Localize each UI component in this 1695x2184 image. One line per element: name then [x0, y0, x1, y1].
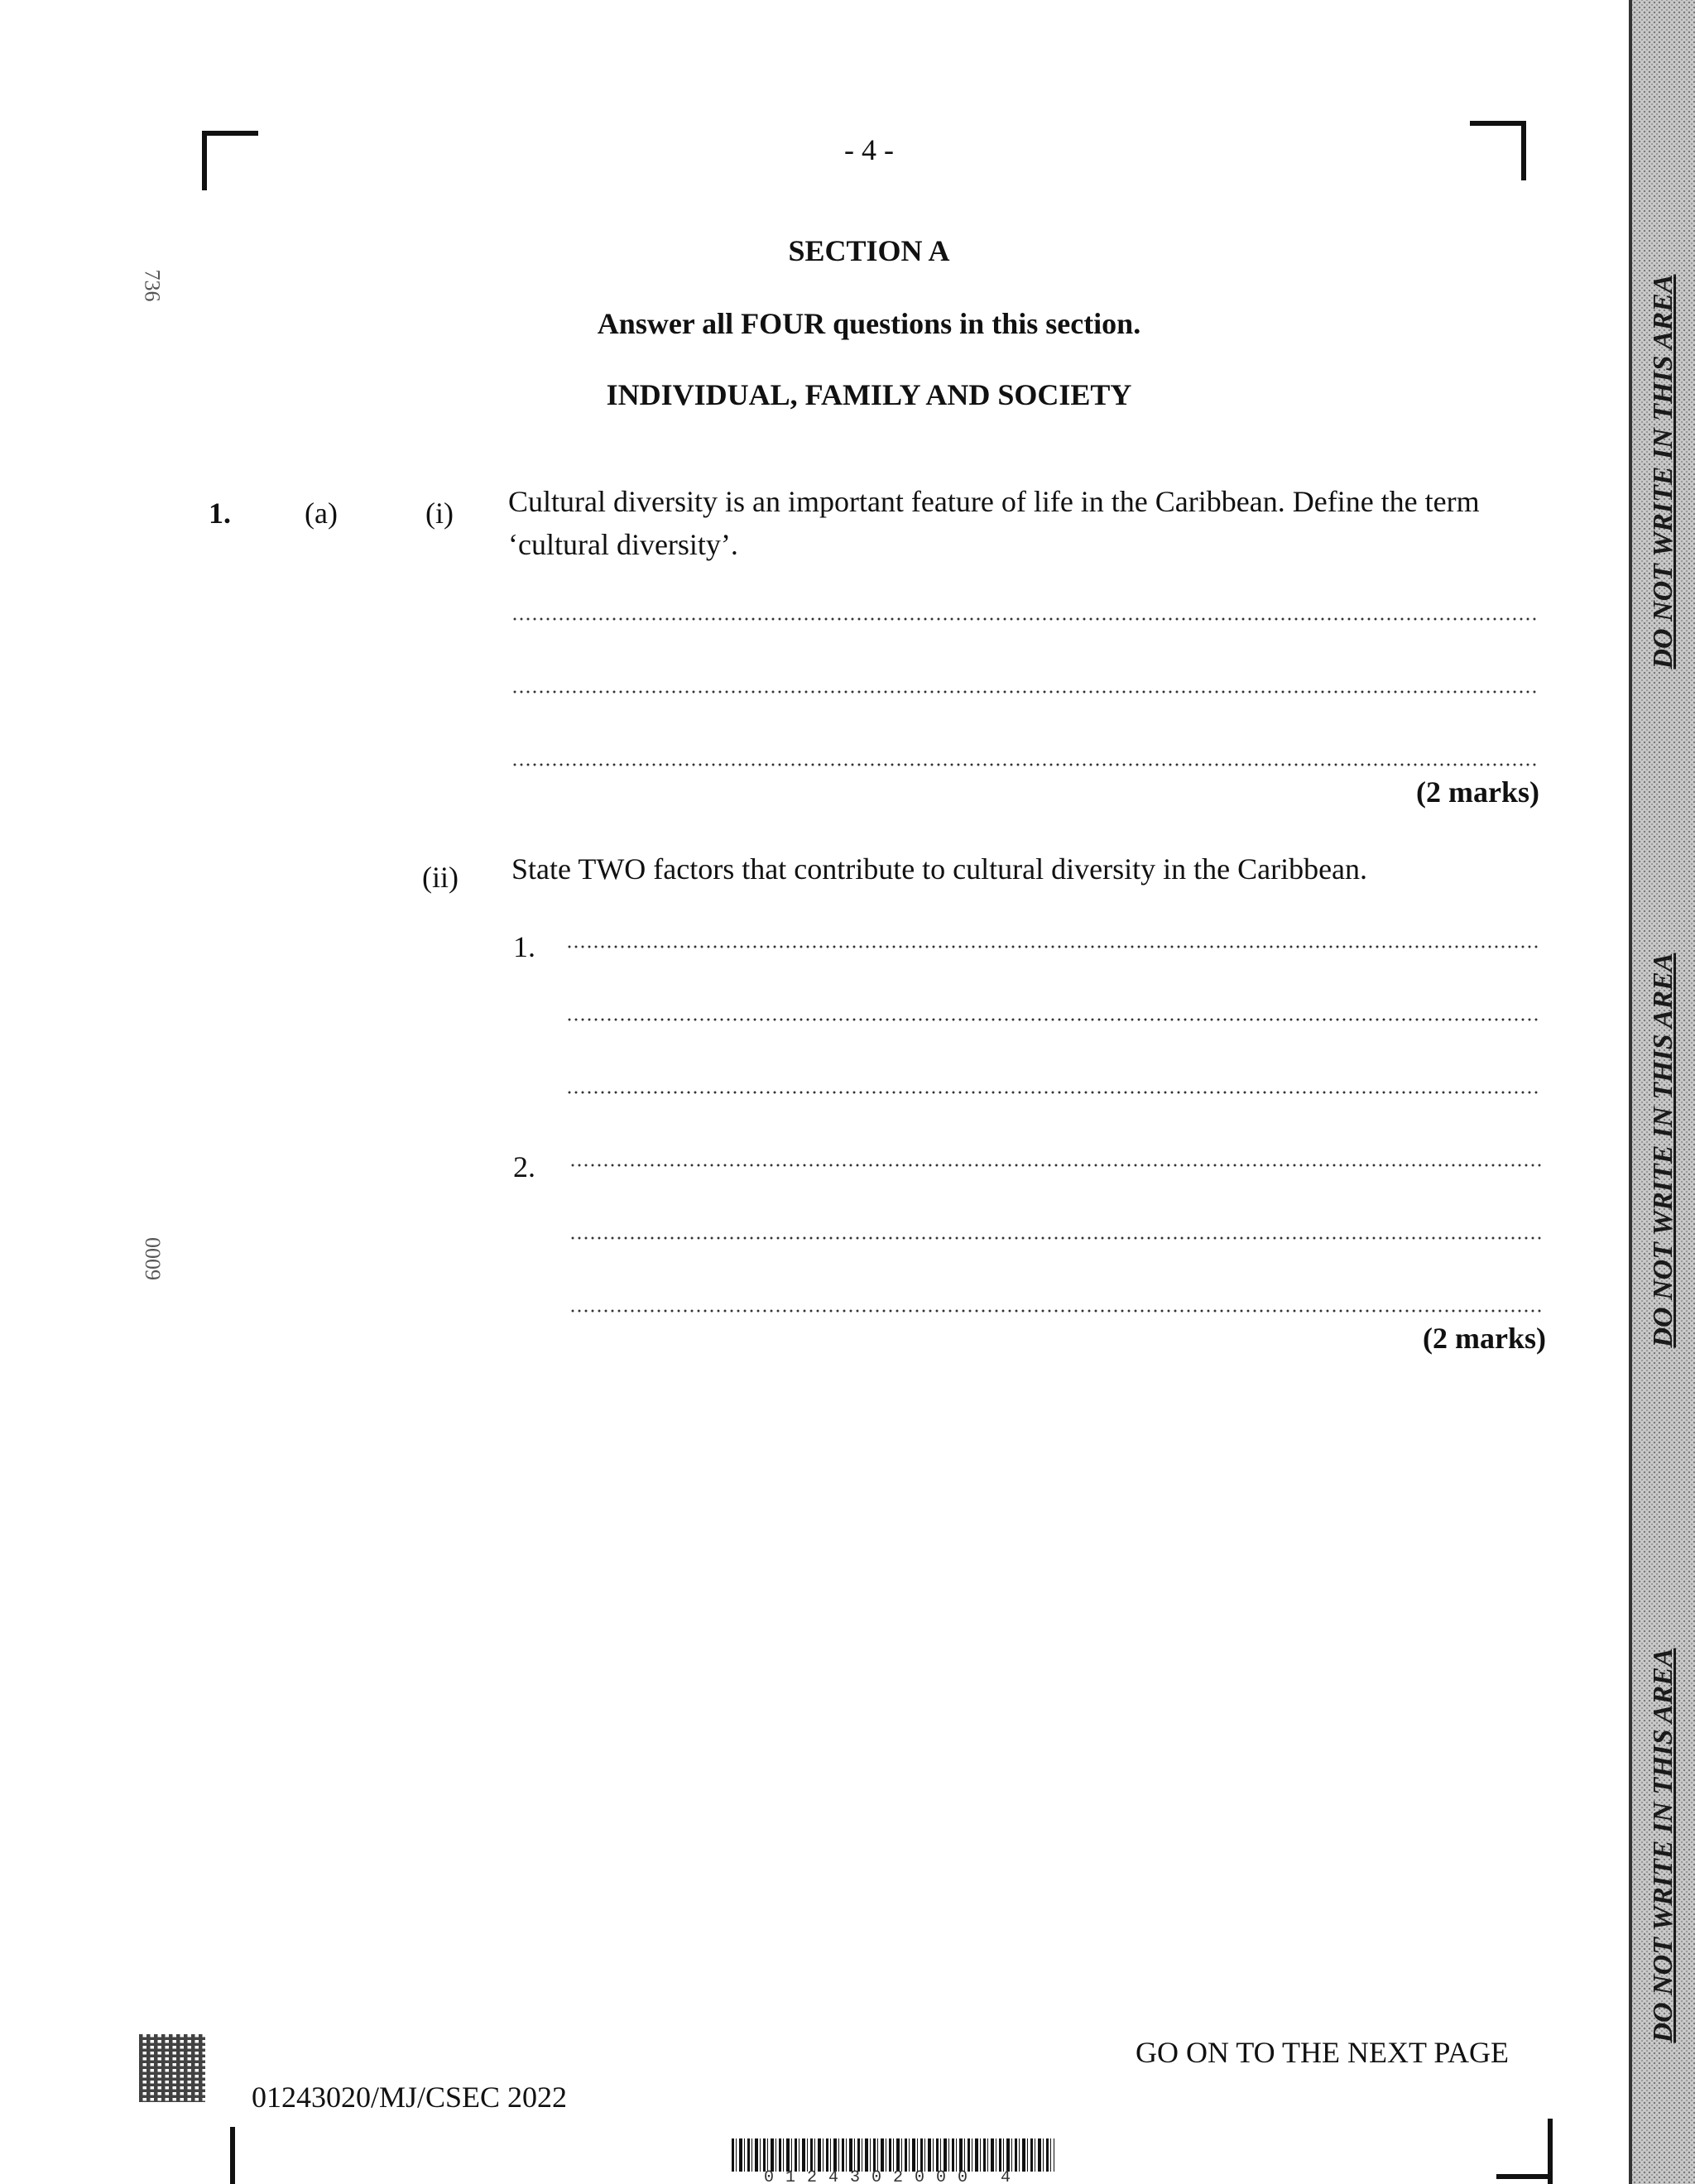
answer-line-ii-1a[interactable]	[566, 945, 1541, 948]
section-heading: SECTION A	[788, 234, 950, 267]
answer-line-i-1[interactable]	[511, 617, 1538, 621]
question-number: 1.	[209, 497, 231, 530]
crop-mark-bottom-right-h	[1496, 2174, 1553, 2179]
margin-mark-mid: 0009	[141, 1237, 165, 1280]
answer-line-ii-2b[interactable]	[569, 1236, 1544, 1240]
barcode-icon	[732, 2138, 1054, 2172]
answer-line-ii-1b[interactable]	[566, 1018, 1541, 1021]
answer-line-ii-1c[interactable]	[566, 1091, 1541, 1094]
page-number: - 4 -	[844, 133, 894, 166]
subquestion-ii-text: State TWO factors that contribute to cultural diversity in the Caribbean.	[511, 852, 1368, 886]
do-not-write-label-1: DO NOT WRITE IN THIS AREA	[1648, 274, 1678, 670]
barcode-digits: 0124302000 4	[763, 2168, 1023, 2184]
answer-line-i-3[interactable]	[511, 763, 1538, 766]
subquestion-ii-label: (ii)	[422, 861, 459, 894]
subquestion-i-label: (i)	[425, 497, 454, 530]
do-not-write-label-3: DO NOT WRITE IN THIS AREA	[1648, 1648, 1678, 2043]
crop-mark-bottom-left-v	[230, 2127, 235, 2184]
factor-1-label: 1.	[513, 930, 535, 963]
answer-line-i-2[interactable]	[511, 690, 1538, 694]
question-part: (a)	[305, 497, 338, 530]
answer-line-ii-2c[interactable]	[569, 1309, 1544, 1313]
section-instruction: Answer all FOUR questions in this section.	[597, 307, 1141, 340]
margin-mark-top: 736	[140, 269, 165, 302]
answer-line-ii-2a[interactable]	[569, 1164, 1544, 1167]
do-not-write-label-2: DO NOT WRITE IN THIS AREA	[1648, 953, 1678, 1348]
subquestion-i-text-line2: ‘cultural diversity’.	[508, 528, 738, 561]
paper-code: 01243020/MJ/CSEC 2022	[252, 2081, 568, 2114]
subquestion-i-text-line1: Cultural diversity is an important feature of life in the Caribbean. Define the term	[508, 485, 1480, 518]
topic-heading: INDIVIDUAL, FAMILY AND SOCIETY	[606, 378, 1132, 411]
subquestion-ii-marks: (2 marks)	[1423, 1322, 1546, 1355]
go-on-next-page: GO ON TO THE NEXT PAGE	[1136, 2036, 1510, 2069]
crop-mark-top-right-h	[1470, 121, 1526, 126]
factor-2-label: 2.	[513, 1150, 535, 1183]
subquestion-i-marks: (2 marks)	[1416, 775, 1539, 809]
qr-code-icon	[139, 2034, 205, 2102]
